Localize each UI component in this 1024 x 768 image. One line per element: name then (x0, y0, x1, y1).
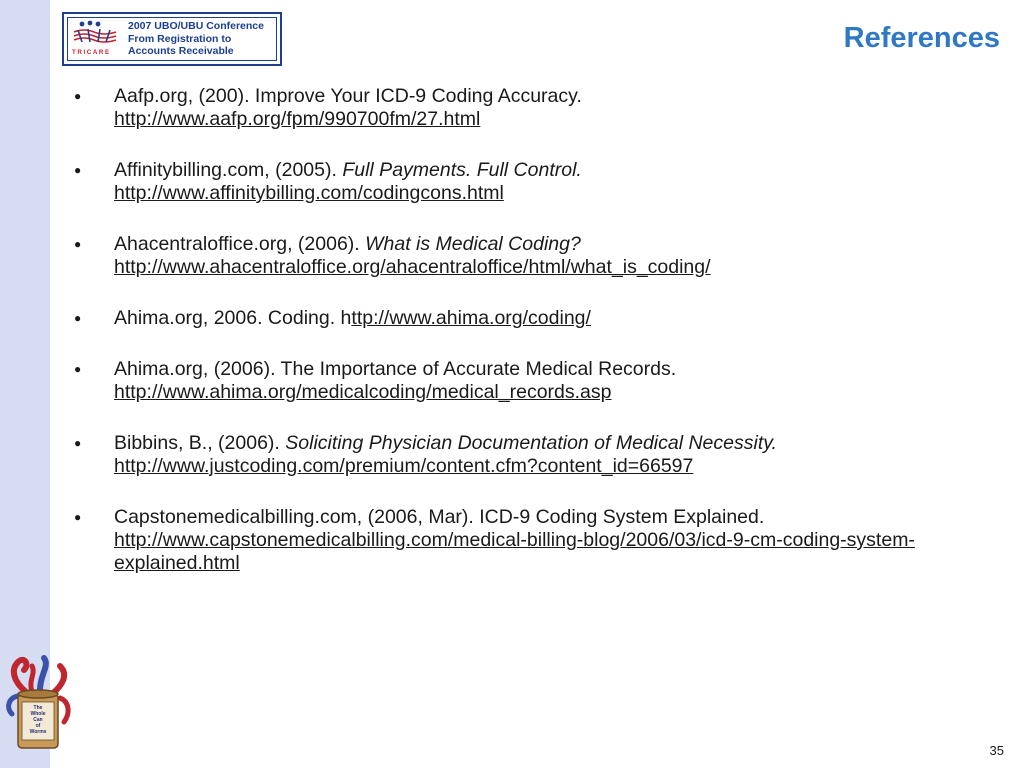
reference-item (74, 85, 1004, 131)
reference-link[interactable]: http://www.capstonemedicalbilling.com/medical-billing-blog/2006/03/icd-9-cm-coding-system-explained.html (114, 529, 915, 574)
reference-title: Soliciting Physician Documentation of Medical Necessity. (285, 432, 777, 454)
reference-item (74, 307, 1004, 330)
logo-line-1: 2007 UBO/UBU Conference (128, 20, 264, 32)
tricare-logo-icon (70, 18, 122, 58)
reference-link[interactable]: http://www.affinitybilling.com/codingcons.html (114, 182, 504, 204)
reference-text: Ahima.org, 2006. Coding. h (114, 307, 352, 329)
reference-text: Bibbins, B., (2006). (114, 432, 280, 454)
reference-text: Ahacentraloffice.org, (2006). (114, 233, 360, 255)
reference-item (74, 432, 1004, 478)
can-label-line-5: Worms (29, 729, 47, 735)
conference-logo (62, 12, 282, 66)
reference-link[interactable]: http://www.ahima.org/medicalcoding/medical_records.asp (114, 381, 612, 403)
page-number: 35 (989, 743, 1004, 758)
reference-title: Full Payments. Full Control. (342, 159, 582, 181)
logo-brand-text: TRICARE (72, 49, 111, 56)
bullet-icon: ● (74, 510, 82, 524)
bullet-icon: ● (74, 362, 82, 376)
logo-line-2: From Registration to (128, 32, 232, 45)
reference-title: What is Medical Coding? (365, 233, 581, 255)
reference-item (74, 358, 1004, 404)
bullet-icon: ● (74, 311, 82, 325)
reference-item (74, 233, 1004, 279)
can-label-line-2: Whole (30, 711, 46, 717)
can-label-line-1: The (33, 705, 43, 711)
reference-text: Capstonemedicalbilling.com, (2006, Mar). ICD-9 Coding System Explained. (114, 506, 765, 528)
references-list (74, 85, 1004, 603)
bullet-icon: ● (74, 237, 82, 251)
logo-text (128, 20, 278, 58)
reference-text: Aafp.org, (200). Improve Your ICD-9 Coding Accuracy. (114, 85, 582, 107)
reference-item (74, 506, 1004, 575)
page-title: References (843, 22, 1000, 54)
logo-line-3: Accounts Receivable (128, 45, 234, 57)
reference-link[interactable]: ttp://www.ahima.org/coding/ (351, 307, 591, 329)
reference-link[interactable]: http://www.aafp.org/fpm/990700fm/27.html (114, 108, 481, 130)
reference-text: Affinitybilling.com, (2005). (114, 159, 337, 181)
can-label-line-3: Can (33, 717, 43, 723)
can-of-worms-mascot-icon (6, 652, 72, 752)
bullet-icon: ● (74, 89, 82, 103)
can-label-line-4: of (35, 723, 41, 729)
reference-link[interactable]: http://www.justcoding.com/premium/content.cfm?content_id=66597 (114, 455, 694, 477)
reference-text: Ahima.org, (2006). The Importance of Accurate Medical Records. (114, 358, 677, 380)
bullet-icon: ● (74, 436, 82, 450)
reference-link[interactable]: http://www.ahacentraloffice.org/ahacentraloffice/html/what_is_coding/ (114, 256, 711, 278)
bullet-icon: ● (74, 163, 82, 177)
reference-item (74, 159, 1004, 205)
